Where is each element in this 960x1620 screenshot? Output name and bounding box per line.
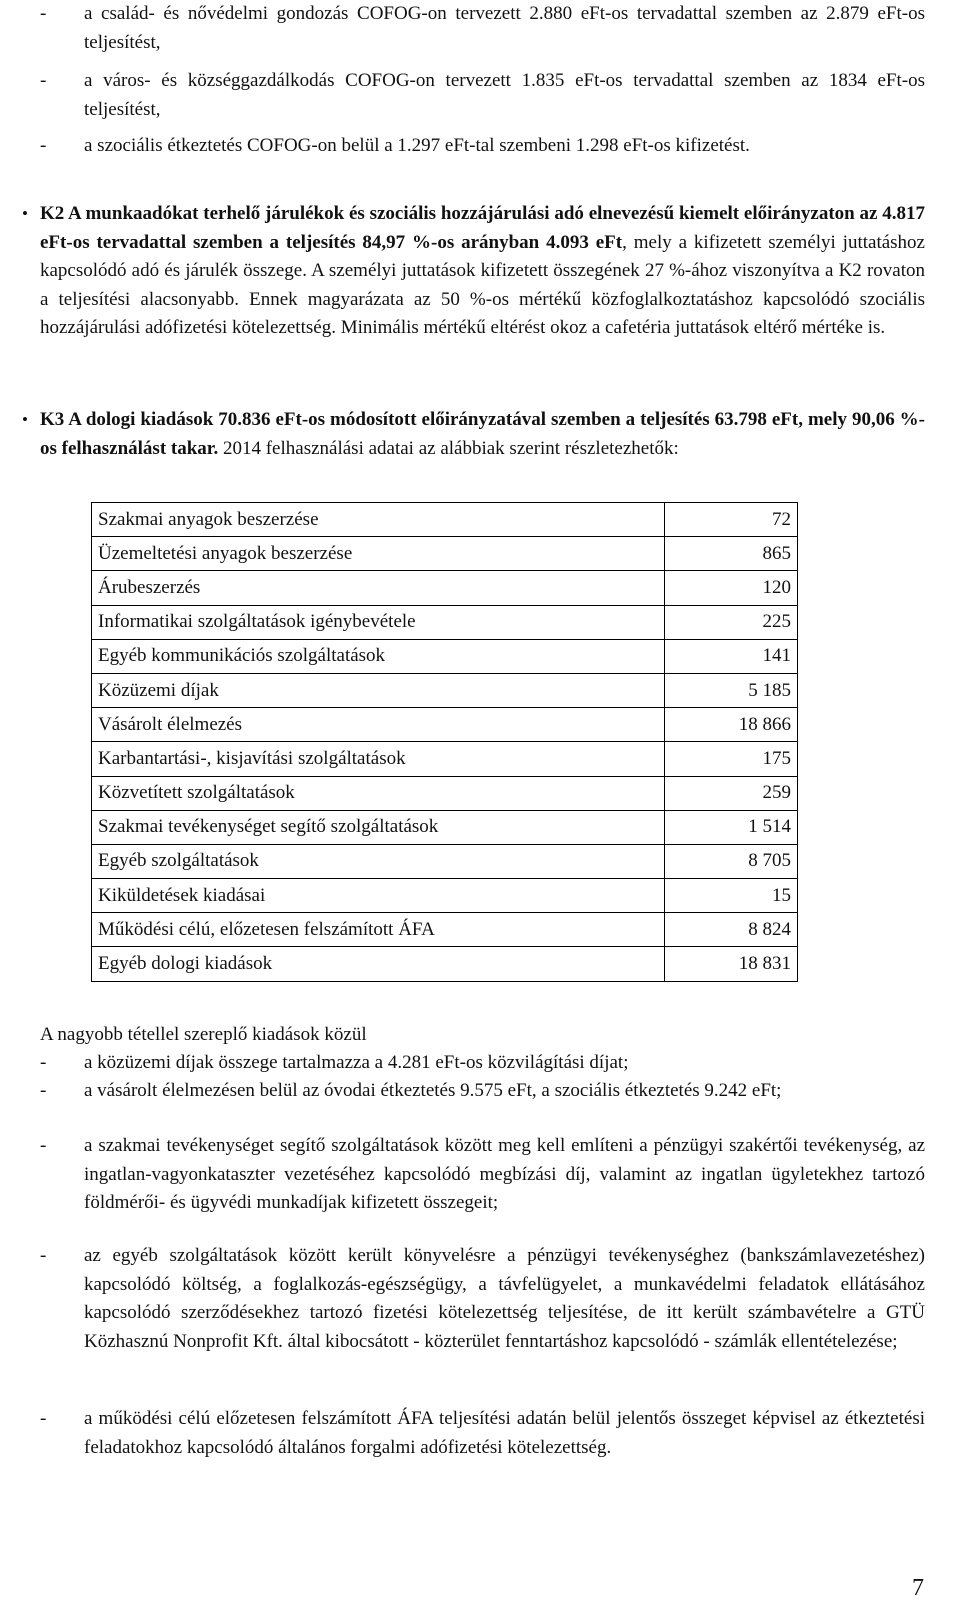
table-row (92, 742, 798, 776)
list-item (40, 132, 925, 161)
table-row (92, 708, 798, 742)
page-number: 7 (912, 1575, 924, 1601)
dash-marker: - (40, 1052, 47, 1073)
row-value: 18 831 (665, 947, 798, 981)
row-value: 18 866 (665, 708, 798, 742)
table-row (92, 879, 798, 913)
row-label: Üzemeltetési anyagok beszerzése (92, 537, 665, 571)
intro-text: A nagyobb tétellel szereplő kiadások közül (40, 1024, 367, 1045)
list-item (40, 0, 925, 57)
dash-marker: - (40, 135, 47, 156)
list-item-text: a szociális étkeztetés COFOG-on belül a 1.297 eFt-tal szembeni 1.298 eFt-os kifizetést. (84, 135, 750, 156)
row-value: 8 824 (665, 913, 798, 947)
list-item-text: a család- és nővédelmi gondozás COFOG-on tervezett 2.880 eFt-os tervadattal szemben az 2.879 eFt-os teljesítést, (84, 3, 925, 53)
dash-marker: - (40, 1245, 47, 1266)
dash-marker: - (40, 1408, 47, 1429)
expense-table (91, 502, 798, 982)
dash-marker: - (40, 3, 47, 24)
row-label: Közvetített szolgáltatások (92, 776, 665, 810)
row-value: 259 (665, 776, 798, 810)
row-value: 175 (665, 742, 798, 776)
table-row (92, 810, 798, 844)
row-label: Közüzemi díjak (92, 673, 665, 707)
row-value: 15 (665, 879, 798, 913)
row-label: Szakmai anyagok beszerzése (92, 503, 665, 537)
list-item (40, 1405, 925, 1462)
row-label: Vásárolt élelmezés (92, 708, 665, 742)
k3-paragraph (22, 406, 925, 463)
list-item (40, 1049, 925, 1078)
dash-marker: - (40, 1135, 47, 1156)
k3-text: 2014 felhasználási adatai az alábbiak szerint részletezhetők: (218, 437, 679, 459)
row-label: Egyéb szolgáltatások (92, 844, 665, 878)
row-label: Árubeszerzés (92, 571, 665, 605)
row-value: 225 (665, 605, 798, 639)
k3-code: K3 (40, 409, 65, 430)
k3-bold-text: A dologi kiadások 70.836 eFt-os módosított előirányzatával szemben a teljesítés 63.798 eFt, mely 90,06 %-os felhasználást takar. (40, 409, 925, 459)
row-label: Működési célú, előzetesen felszámított ÁFA (92, 913, 665, 947)
dash-marker: - (40, 1080, 47, 1101)
list-item-text: az egyéb szolgáltatások között került könyvelésre a pénzügyi tevékenységhez (bankszámlavezetéshez) kapcsolódó költség, a foglalkozás-egészségügy, a távfelügyelet, a munkavédelmi feladatok ellátásához kapcsolódó szerződésekhez tartozó fizetési kötelezettség teljesítése, de itt került számbavételre a GTÜ Közhasznú Nonprofit Kft. által kibocsátott - közterület fenntartáshoz kapcsolódó - számlák ellentételezése; (84, 1245, 925, 1352)
table-row (92, 537, 798, 571)
row-label: Karbantartási-, kisjavítási szolgáltatások (92, 742, 665, 776)
list-item-text: a közüzemi díjak összege tartalmazza a 4.281 eFt-os közvilágítási díjat; (84, 1052, 629, 1073)
table-row (92, 947, 798, 981)
row-label: Szakmai tevékenységet segítő szolgáltatások (92, 810, 665, 844)
list-item-text: a szakmai tevékenységet segítő szolgáltatások között meg kell említeni a pénzügyi szakértői tevékenység, az ingatlan-vagyonkataszter vezetéséhez kapcsolódó megbízási díj, valamint az ingatlan ügyletekhez tartozó földmérői- és ügyvédi munkadíjak kifizetett összegeit; (84, 1135, 925, 1213)
list-item-text: a vásárolt élelmezésen belül az óvodai étkeztetés 9.575 eFt, a szociális étkeztetés 9.242 eFt; (84, 1080, 782, 1101)
list-item-text: a működési célú előzetesen felszámított ÁFA teljesítési adatán belül jelentős összeget képvisel az étkeztetési feladatokhoz kapcsolódó általános forgalmi adófizetési kötelezettség. (84, 1408, 925, 1458)
k2-paragraph (22, 200, 925, 343)
table-row (92, 673, 798, 707)
table-row (92, 571, 798, 605)
list-item (40, 1077, 925, 1106)
row-value: 120 (665, 571, 798, 605)
table-row (92, 844, 798, 878)
list-item (40, 1242, 925, 1356)
row-value: 72 (665, 503, 798, 537)
list-item (40, 67, 925, 124)
k2-bold-text: A munkaadókat terhelő járulékok és szociális hozzájárulási adó elnevezésű kiemelt előirányzaton az 4.817 eFt-os tervadattal szemben a teljesítés 84,97 %-os arányban 4.093 eFt (40, 203, 925, 253)
dash-marker: - (40, 70, 47, 91)
row-label: Informatikai szolgáltatások igénybevétele (92, 605, 665, 639)
k2-code: K2 (40, 203, 65, 224)
k2-text: , mely a kifizetett személyi juttatáshoz kapcsolódó adó és járulék összege. A személyi juttatások kifizetett összegének 27 %-ához viszonyítva a K2 rovaton a teljesítési alacsonyabb. Ennek magyarázata az 50 %-os mértékű közfoglalkoztatáshoz kapcsolódó szociális hozzájárulási adófizetési kötelezettség. Minimális mértékű eltérést okoz a cafetéria juttatások eltérő mértéke is. (40, 231, 925, 338)
bullet-marker: • (22, 410, 28, 429)
table-row (92, 776, 798, 810)
row-value: 141 (665, 639, 798, 673)
table-row (92, 913, 798, 947)
row-label: Kiküldetések kiadásai (92, 879, 665, 913)
list-item (40, 1132, 925, 1218)
row-value: 865 (665, 537, 798, 571)
row-label: Egyéb dologi kiadások (92, 947, 665, 981)
table-row (92, 503, 798, 537)
bullet-marker: • (22, 204, 28, 223)
row-value: 5 185 (665, 673, 798, 707)
table-row (92, 605, 798, 639)
row-value: 8 705 (665, 844, 798, 878)
row-label: Egyéb kommunikációs szolgáltatások (92, 639, 665, 673)
list-item-text: a város- és községgazdálkodás COFOG-on tervezett 1.835 eFt-os tervadattal szemben az 1834 eFt-os teljesítést, (84, 70, 925, 120)
table-row (92, 639, 798, 673)
row-value: 1 514 (665, 810, 798, 844)
